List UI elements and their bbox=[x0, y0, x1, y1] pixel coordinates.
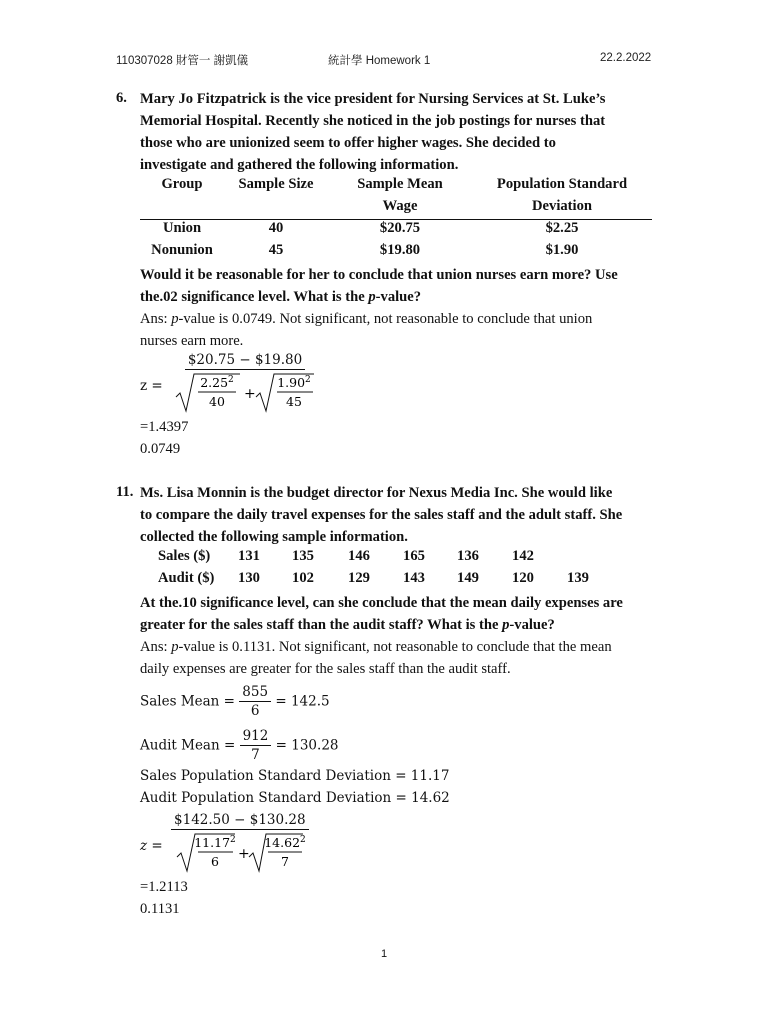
audit-sd-line: Audit Population Standard Deviation = 14.62 bbox=[140, 790, 450, 806]
audit-mean-equation: Audit Mean = $\frac{912}{7}$ = 130.28 bbox=[140, 728, 339, 763]
table-header-population-sd: Population Standard bbox=[496, 176, 628, 192]
sales-sd-line: Sales Population Standard Deviation = 11.17 bbox=[140, 768, 450, 784]
svg-text:2.252: 2.25$^2$ bbox=[200, 375, 234, 390]
sales-value: 136 bbox=[457, 548, 479, 564]
audit-value: 149 bbox=[457, 570, 479, 586]
q11-result-z: =1.2113 bbox=[140, 879, 188, 895]
table-cell: Nonunion bbox=[151, 242, 213, 258]
q6-answer-line-2: nurses earn more. bbox=[140, 333, 244, 349]
table-cell: $1.90 bbox=[545, 242, 579, 258]
sales-label: Sales ($) bbox=[158, 548, 211, 564]
audit-value: 143 bbox=[403, 570, 425, 586]
sales-value: 131 bbox=[238, 548, 260, 564]
sales-value: 165 bbox=[403, 548, 425, 564]
sales-mean-equation: Sales Mean = $\frac{855}{6}$ = 142.5 bbox=[140, 684, 330, 719]
table-cell: Union bbox=[162, 220, 202, 236]
q11-text-line-2: to compare the daily travel expenses for the sales staff and the adult staff. She bbox=[140, 507, 623, 523]
svg-text:+: + bbox=[237, 846, 250, 862]
q6-text-line-1: Mary Jo Fitzpatrick is the vice president for Nursing Services at St. Luke’s bbox=[140, 91, 606, 107]
svg-text:1.902: 1.90$^2$ bbox=[277, 375, 311, 390]
header-date: 22.2.2022 bbox=[600, 52, 652, 64]
header-course: 統計學 Homework 1 bbox=[328, 55, 431, 67]
q6-question-line-1: Would it be reasonable for her to conclude that union nurses earn more? Use bbox=[140, 267, 618, 283]
audit-label: Audit ($) bbox=[158, 570, 215, 586]
q11-question-line-2: greater for the sales staff than the audit staff? What is the p-value? bbox=[140, 617, 555, 633]
q6-z-formula: z = $20.75 − $19.80 2.25$^2$ 40 + $1.90^2$ 45 bbox=[140, 352, 319, 419]
table-cell: $2.25 bbox=[545, 220, 579, 236]
audit-value: 129 bbox=[348, 570, 370, 586]
svg-text:40: 40 bbox=[209, 394, 225, 409]
svg-text:+: + bbox=[244, 386, 256, 402]
table-header-population-sd-2: Deviation bbox=[532, 198, 592, 214]
svg-text:11.172: 11.17$^2$ bbox=[194, 835, 236, 850]
q11-text-line-1: Ms. Lisa Monnin is the budget director for Nexus Media Inc. She would like bbox=[140, 485, 613, 501]
table-header-sample-mean-2: Wage bbox=[382, 198, 418, 214]
q6-text-line-2: Memorial Hospital. Recently she noticed in the job postings for nurses that bbox=[140, 113, 606, 129]
q6-result-z: =1.4397 bbox=[140, 419, 189, 435]
q6-sqrt-denominator bbox=[174, 371, 316, 415]
header-student: 110307028 財管一 謝凱儀 bbox=[116, 55, 249, 67]
svg-text:14.622: 14.62$^2$ bbox=[264, 835, 306, 850]
audit-value: 130 bbox=[238, 570, 260, 586]
svg-text:7: 7 bbox=[280, 854, 289, 869]
table-cell: $19.80 bbox=[379, 242, 421, 258]
table-cell: $20.75 bbox=[379, 220, 421, 236]
audit-value: 102 bbox=[292, 570, 314, 586]
q11-text-line-3: collected the following sample information. bbox=[140, 529, 408, 545]
q6-result-p: 0.0749 bbox=[140, 441, 181, 457]
svg-text:6: 6 bbox=[210, 854, 219, 869]
table-header-sample-size: Sample Size bbox=[238, 176, 314, 192]
sales-value: 146 bbox=[348, 548, 370, 564]
q6-text-line-4: investigate and gathered the following information. bbox=[140, 157, 459, 173]
table-cell: 45 bbox=[268, 242, 284, 258]
svg-text:45: 45 bbox=[286, 394, 302, 409]
audit-value: 120 bbox=[512, 570, 534, 586]
q11-result-p: 0.1131 bbox=[140, 901, 180, 917]
q11-z-formula: z = $142.50 − $130.28 11.17$^2$ 6 + $14.62^2$ 7 bbox=[140, 812, 309, 879]
table-cell: 40 bbox=[268, 220, 284, 236]
q11-answer-line-2: daily expenses are greater for the sales staff than the audit staff. bbox=[140, 661, 511, 677]
sales-value: 135 bbox=[292, 548, 314, 564]
sales-value: 142 bbox=[512, 548, 534, 564]
q6-text-line-3: those who are unionized seem to offer higher wages. She decided to bbox=[140, 135, 556, 151]
audit-value: 139 bbox=[567, 570, 589, 586]
table-header-sample-mean: Sample Mean bbox=[357, 176, 443, 192]
q11-sqrt-denominator bbox=[175, 831, 305, 875]
page-number: 1 bbox=[380, 948, 388, 960]
question-6-number: 6. bbox=[116, 90, 127, 106]
question-11-number: 11. bbox=[116, 484, 134, 500]
q11-answer-line-1: Ans: p-value is 0.1131. Not significant, not reasonable to conclude that the mean bbox=[140, 639, 612, 655]
table-header-group: Group bbox=[161, 176, 203, 192]
q6-question-line-2: the.02 significance level. What is the p-value? bbox=[140, 289, 422, 305]
q11-question-line-1: At the.10 significance level, can she conclude that the mean daily expenses are bbox=[140, 595, 623, 611]
q6-answer-line-1: Ans: p-value is 0.0749. Not significant, not reasonable to conclude that union bbox=[140, 311, 593, 327]
